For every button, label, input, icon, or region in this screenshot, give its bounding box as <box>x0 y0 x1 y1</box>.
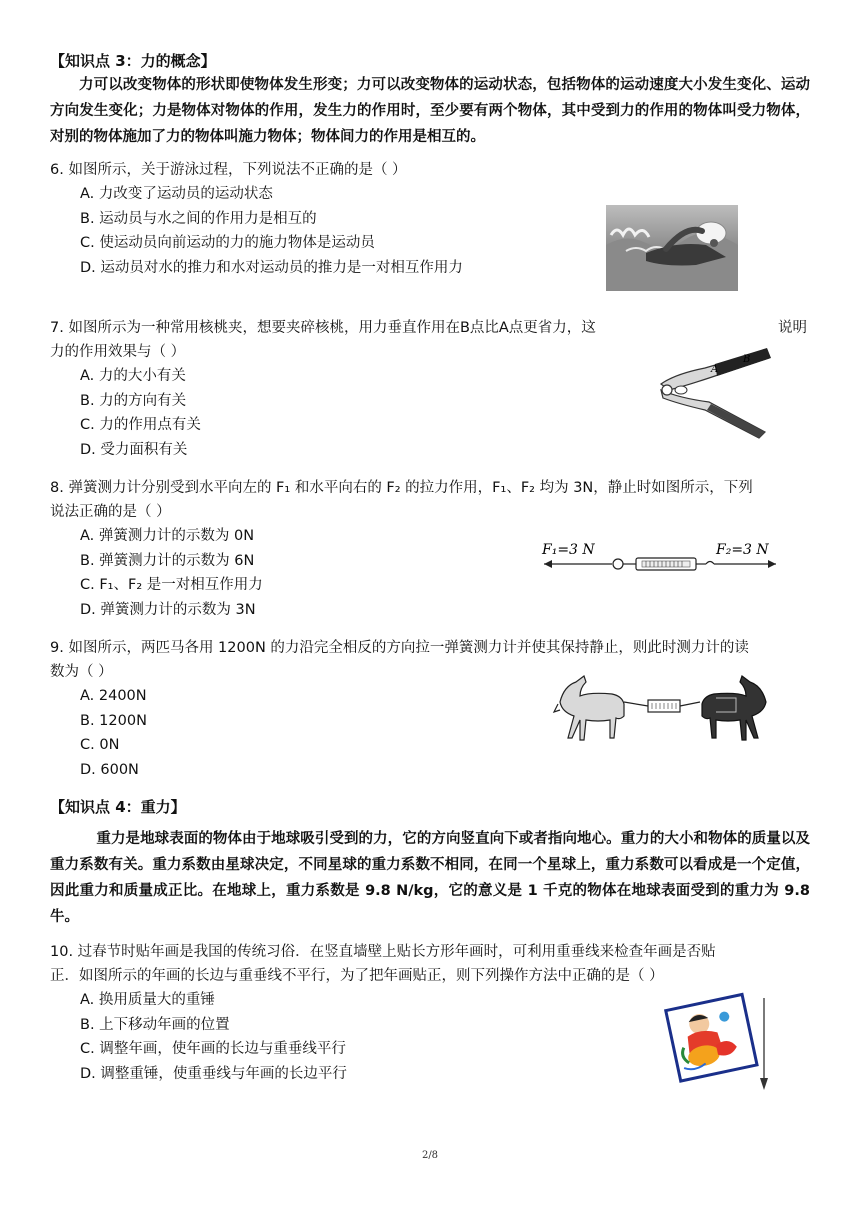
question-6-option-b: B. 运动员与水之间的作用力是相互的 <box>80 210 317 227</box>
new-year-picture-figure <box>658 992 778 1092</box>
question-8-stem-line1: 8. 弹簧测力计分别受到水平向左的 F₁ 和水平向右的 F₂ 的拉力作用，F₁、F₂ 均为 3N，静止时如图所示，下列 <box>50 480 753 496</box>
question-10-option-b: B. 上下移动年画的位置 <box>80 1016 230 1033</box>
force-f2-label: F₂=3 N <box>716 542 769 558</box>
question-7-option-c: C. 力的作用点有关 <box>80 417 201 433</box>
question-8-option-c: C. F₁、F₂ 是一对相互作用力 <box>80 577 263 593</box>
section-title-gravity: 【知识点 4：重力】 <box>50 798 186 816</box>
question-8-option-a: A. 弹簧测力计的示数为 0N <box>80 528 255 544</box>
right-horse <box>702 676 766 740</box>
question-6-option-d: D. 运动员对水的推力和水对运动员的推力是一对相互作用力 <box>80 259 463 276</box>
question-9-option-b: B. 1200N <box>80 712 147 729</box>
section-text-gravity: 重力是地球表面的物体由于地球吸引受到的力，它的方向竖直向下或者指向地心。重力的大小和物体的质量以及重力系数有关。重力系数由星球决定，不同星球的重力系数不相同，在同一个星球上，重力系数可以看成是一个定值，因此重力和质量成正比。在地球上，重力系数是 9.8 N/kg，它的意义是 1 千克的物体在地球表面受到的重力为 9.8 牛。 <box>50 831 810 925</box>
swimmer-photo <box>606 205 738 291</box>
section-title-force-concept: 【知识点 3：力的概念】 <box>50 52 216 70</box>
point-b-label: B <box>743 354 751 365</box>
question-9-option-a: A. 2400N <box>80 688 147 704</box>
question-8-option-d: D. 弹簧测力计的示数为 3N <box>80 601 256 618</box>
nutcracker-figure <box>655 340 775 440</box>
question-9-option-c: C. 0N <box>80 737 120 753</box>
question-9-stem-line2: 数为（ ） <box>50 664 113 680</box>
question-6-options <box>80 182 463 280</box>
question-7-stem-line2: 力的作用效果与（ ） <box>50 344 186 360</box>
question-7-option-d: D. 受力面积有关 <box>80 441 188 458</box>
question-10-option-d: D. 调整重锤，使重垂线与年画的长边平行 <box>80 1065 347 1082</box>
question-10-stem-line1: 10. 过春节时贴年画是我国的传统习俗．在竖直墙壁上贴长方形年画时，可利用重垂线来检查年画是否贴 <box>50 944 716 960</box>
question-7-stem-line1: 7. 如图所示为一种常用核桃夹，想要夹碎核桃，用力垂直作用在B点比A点更省力，这 <box>50 320 596 336</box>
question-8-option-b: B. 弹簧测力计的示数为 6N <box>80 552 255 569</box>
question-10-options <box>80 988 347 1086</box>
section-text-force-concept: 力可以改变物体的形状即使物体发生形变；力可以改变物体的运动状态，包括物体的运动速度大小发生变化、运动方向发生变化；力是物体对物体的作用，发生力的作用时，至少要有两个物体，其中受到力的作用的物体叫受力物体，对别的物体施加了力的物体叫施力物体；物体间力的作用是相互的。 <box>50 77 810 145</box>
question-9-stem-line1: 9. 如图所示，两匹马各用 1200N 的力沿完全相反的方向拉一弹簧测力计并使其保持静止，则此时测力计的读 <box>50 640 749 656</box>
question-7-options <box>80 364 201 462</box>
spring-scale-figure <box>540 534 780 578</box>
question-6-stem: 6. 如图所示，关于游泳过程，下列说法不正确的是（ ） <box>50 162 407 178</box>
question-7-stem-line1-end: 说明 <box>778 320 807 336</box>
question-7-option-a: A. 力的大小有关 <box>80 368 186 384</box>
question-9-option-d: D. 600N <box>80 761 139 778</box>
plumb-bob <box>760 1078 768 1090</box>
question-7-option-b: B. 力的方向有关 <box>80 392 187 409</box>
question-10-option-c: C. 调整年画，使年画的长边与重垂线平行 <box>80 1041 346 1057</box>
question-6-option-a: A. 力改变了运动员的运动状态 <box>80 186 273 202</box>
page-number: 2/8 <box>421 1150 439 1161</box>
question-6-option-c: C. 使运动员向前运动的力的施力物体是运动员 <box>80 235 375 251</box>
question-9-options <box>80 684 147 782</box>
force-f1-label: F₁=3 N <box>542 542 595 558</box>
question-8-stem-line2: 说法正确的是（ ） <box>50 504 171 520</box>
two-horses-figure <box>550 668 776 752</box>
left-horse <box>554 676 624 740</box>
question-8-options <box>80 524 263 622</box>
question-10-option-a: A. 换用质量大的重锤 <box>80 992 215 1008</box>
question-10-stem-line2: 正．如图所示的年画的长边与重垂线不平行，为了把年画贴正，则下列操作方法中正确的是（ ） <box>50 968 664 984</box>
point-a-label: A <box>711 364 719 375</box>
